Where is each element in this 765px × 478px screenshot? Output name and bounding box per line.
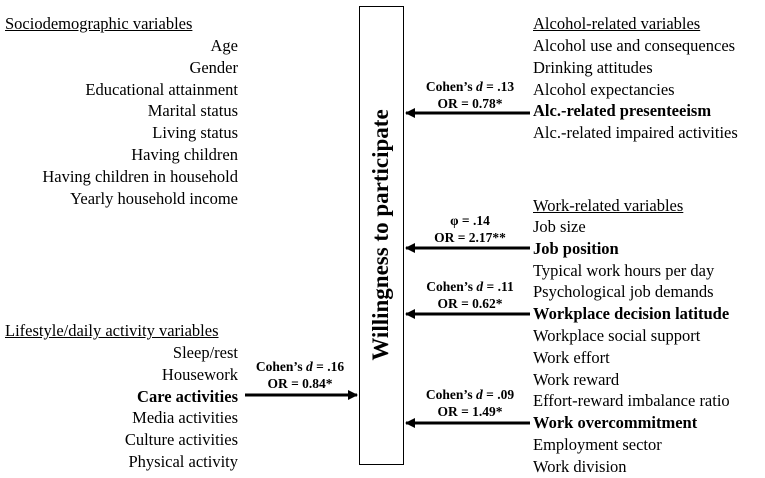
effect-value: = .11 [483,279,514,294]
variable-item: Alcohol expectancies [533,79,675,99]
variable-item: Alc.-related impaired activities [533,123,738,143]
odds-ratio: OR = 0.84* [267,376,333,391]
effect-value: = .13 [482,79,515,94]
odds-ratio: OR = 2.17** [434,230,506,245]
effect-symbol: d [476,279,484,294]
effect-symbol: d [476,79,483,94]
variable-item: Sleep/rest [172,343,238,362]
variable-item: Educational attainment [85,79,238,99]
lifestyle-header: Lifestyle/daily activity variables [5,321,219,340]
variable-item: Employment sector [533,435,662,454]
work-header: Work-related variables [533,196,684,215]
odds-ratio: OR = 1.49* [437,404,503,419]
variable-item: Alcohol use and consequences [533,36,736,55]
odds-ratio: OR = 0.62* [437,296,503,311]
effect-symbol: d [306,359,313,374]
variable-item: Having children in household [42,166,238,186]
sociodemographic-header: Sociodemographic variables [5,14,193,33]
variable-item: Care activities [137,386,238,406]
variable-item: Work overcommitment [533,413,698,433]
variable-item: Work effort [533,347,610,367]
variable-item: Yearly household income [70,188,238,208]
variable-item: Physical activity [128,452,238,471]
effect-value: = .16 [312,359,345,374]
variable-item: Workplace decision latitude [533,304,730,324]
variable-item: Drinking attitudes [533,57,653,77]
variable-item: Work division [533,456,627,476]
variable-item: Media activities [132,408,238,428]
variable-item: Job position [533,238,619,258]
variable-item: Culture activities [124,430,238,450]
odds-ratio: OR = 0.78* [437,96,503,111]
variable-item: Psychological job demands [533,282,714,302]
effect-prefix: Cohen’s [425,387,477,402]
effect-value: = .09 [482,387,515,402]
variable-item: Job size [533,217,586,236]
variable-item: Typical work hours per day [533,260,715,280]
variable-item: Alc.-related presenteeism [533,101,712,121]
variable-item: Work reward [533,369,620,389]
variable-item: Living status [152,123,238,143]
center-label: Willingness to participate [368,109,393,361]
variable-item: Having children [131,145,238,164]
variable-item: Gender [189,57,238,77]
variable-item: Workplace social support [533,326,701,345]
effect-prefix: Cohen’s [255,359,307,374]
variable-item: Marital status [147,101,238,121]
effect-symbol: φ [450,213,459,228]
effect-prefix: Cohen’s [425,79,477,94]
variable-item: Housework [161,364,238,384]
effect-prefix: Cohen’s [426,279,477,294]
effect-symbol: d [476,387,483,402]
variable-item: Age [210,36,238,55]
alcohol-header: Alcohol-related variables [533,14,701,33]
effect-value: = .14 [458,213,490,228]
variable-item: Effort-reward imbalance ratio [533,391,730,411]
